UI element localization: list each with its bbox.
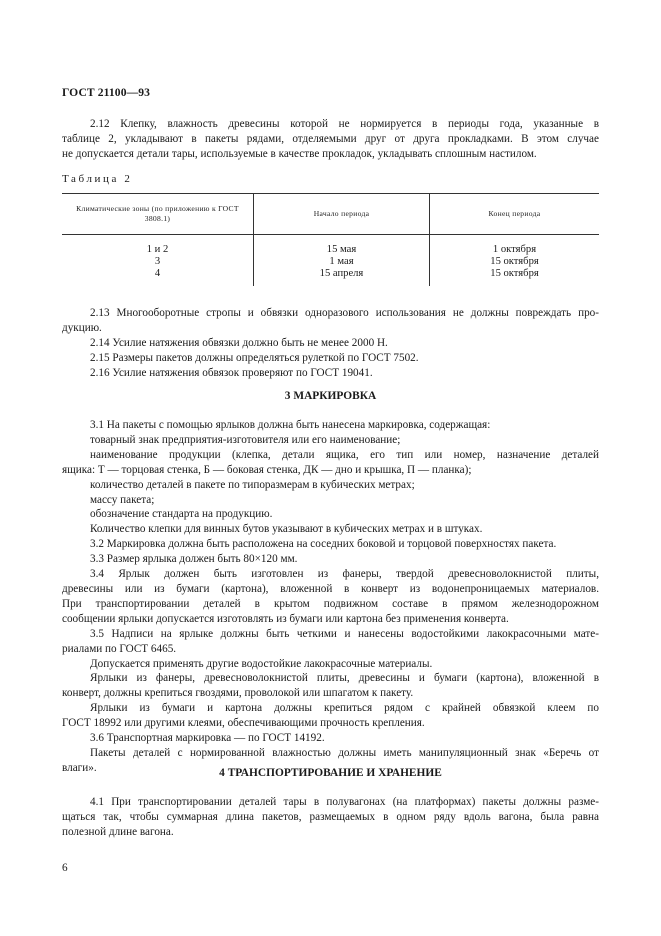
zone-value: 4 — [154, 267, 161, 279]
text-line: 3.2 Маркировка должна быть расположена на соседних боковой и торцовой поверхностях пакета. — [90, 538, 557, 551]
text-line: 3.6 Транспортная маркировка — по ГОСТ 14192. — [90, 732, 325, 745]
text-line: не допускается детали тары, используемые в качестве прокладок, укладывать сплошным настилом. — [62, 147, 537, 160]
text-line: 3.4 Ярлык должен быть изготовлен из фанеры, твердой древесноволокнистой плиты, — [90, 568, 599, 581]
text-line: количество деталей в пакете по типоразмерам в кубических метрах; — [90, 478, 415, 491]
section-4-heading — [62, 766, 599, 781]
table-header-start: Начало периода — [254, 194, 430, 235]
section-4-body — [62, 795, 599, 840]
text-line: 3.3 Размер ярлыка должен быть 80×120 мм. — [90, 553, 298, 566]
text-line: риалами по ГОСТ 6465. — [62, 642, 177, 655]
text-line: Ярлыки из бумаги и картона должны крепиться рядом с крайней обвязкой клеем по — [90, 702, 599, 715]
table-header-end: Конец периода — [430, 194, 600, 235]
text-line: таблице 2, укладывают в пакеты рядами, отделяемыми друг от друга прокладками. В этом случае — [62, 132, 599, 145]
section-title: 3 МАРКИРОВКА — [284, 390, 377, 402]
text-line: 2.13 Многооборотные стропы и обвязки одноразового использования не должны повреждать про- — [90, 307, 599, 319]
end-value: 15 октября — [490, 255, 539, 267]
text-line: Ярлыки из фанеры, древесноволокнистой плиты, древесины и бумаги (картона), вложенной в — [90, 672, 599, 685]
text-line: сообщении ярлыки допускается изготовлять из бумаги или картона без применения конверта. — [62, 612, 509, 625]
start-value: 15 апреля — [319, 267, 364, 279]
text-line: 2.12 Клепку, влажность древесины которой не нормируется в периоды года, указанные в — [90, 118, 599, 130]
text-line: При транспортировании деталей в крытом подвижном составе в прямом железнодорожном — [62, 597, 599, 610]
text-line: 3.1 На пакеты с помощью ярлыков должна быть нанесена маркировка, содержащая: — [90, 419, 491, 431]
text-line: щаться так, чтобы суммарная длина пакетов, размещаемых в одном ряду вдоль вагона, была равна — [62, 810, 599, 823]
text-line: влаги». — [62, 761, 97, 774]
end-value: 1 октября — [492, 244, 537, 255]
table-cell-start — [254, 235, 430, 281]
text-line: 3.5 Надписи на ярлыке должны быть четкими и нанесены водостойкими лакокрасочными мате- — [90, 627, 599, 640]
table-cell-zone — [62, 235, 254, 281]
text-line: ящика: Т — торцовая стенка, Б — боковая стенка, ДК — дно и крышка, П — планка); — [62, 463, 472, 476]
text-line: 2.15 Размеры пакетов должны определяться рулеткой по ГОСТ 7502. — [90, 351, 419, 364]
paragraphs-2-13-to-2-16 — [62, 306, 599, 381]
start-value: 15 мая — [326, 244, 357, 255]
text-line: дукцию. — [62, 321, 102, 334]
table-2 — [62, 193, 599, 286]
start-value: 1 мая — [329, 255, 354, 267]
text-line: древесины или из бумаги (картона), вложенной в конверт из водонепроницаемых материалов. — [62, 582, 599, 595]
text-line: 2.16 Усилие натяжения обвязок проверяют по ГОСТ 19041. — [90, 366, 373, 379]
page-number: 6 — [62, 862, 68, 874]
table-header-zones: Климатические зоны (по приложению к ГОСТ 3808.1) — [76, 203, 239, 223]
text-line: обозначение стандарта на продукцию. — [90, 508, 273, 521]
section-3-body — [62, 418, 599, 776]
text-line: Количество клепки для винных бутов указывают в кубических метрах и в штуках. — [90, 523, 483, 536]
text-line: конверт, должны крепиться гвоздями, проволокой или шпагатом к пакету. — [62, 687, 414, 700]
zone-value: 1 и 2 — [146, 244, 169, 255]
table-caption: Таблица 2 — [62, 173, 133, 185]
paragraph-2-12 — [62, 117, 599, 162]
zone-value: 3 — [154, 255, 161, 267]
table-cell-end — [430, 235, 600, 281]
text-line: массу пакета; — [90, 493, 155, 506]
section-3-heading — [62, 389, 599, 404]
text-line: Допускается применять другие водостойкие лакокрасочные материалы. — [90, 657, 433, 670]
section-title: 4 ТРАНСПОРТИРОВАНИЕ И ХРАНЕНИЕ — [219, 767, 442, 779]
text-line: товарный знак предприятия-изготовителя или его наименование; — [90, 433, 401, 446]
end-value: 15 октября — [490, 267, 539, 279]
text-line: ГОСТ 18992 или другими клеями, обеспечивающими прочность крепления. — [62, 717, 425, 730]
text-line: полезной длине вагона. — [62, 825, 174, 838]
text-line: 2.14 Усилие натяжения обвязки должно быть не менее 2000 Н. — [90, 336, 388, 349]
text-line: 4.1 При транспортировании деталей тары в полувагонах (на платформах) пакеты должны разме- — [90, 796, 599, 808]
text-line: Пакеты деталей с нормированной влажностью должны иметь манипуляционный знак «Беречь от — [90, 746, 599, 759]
text-line: наименование продукции (клепка, детали ящика, его тип или номер, назначение деталей — [90, 448, 599, 461]
document-header: ГОСТ 21100—93 — [62, 86, 151, 99]
